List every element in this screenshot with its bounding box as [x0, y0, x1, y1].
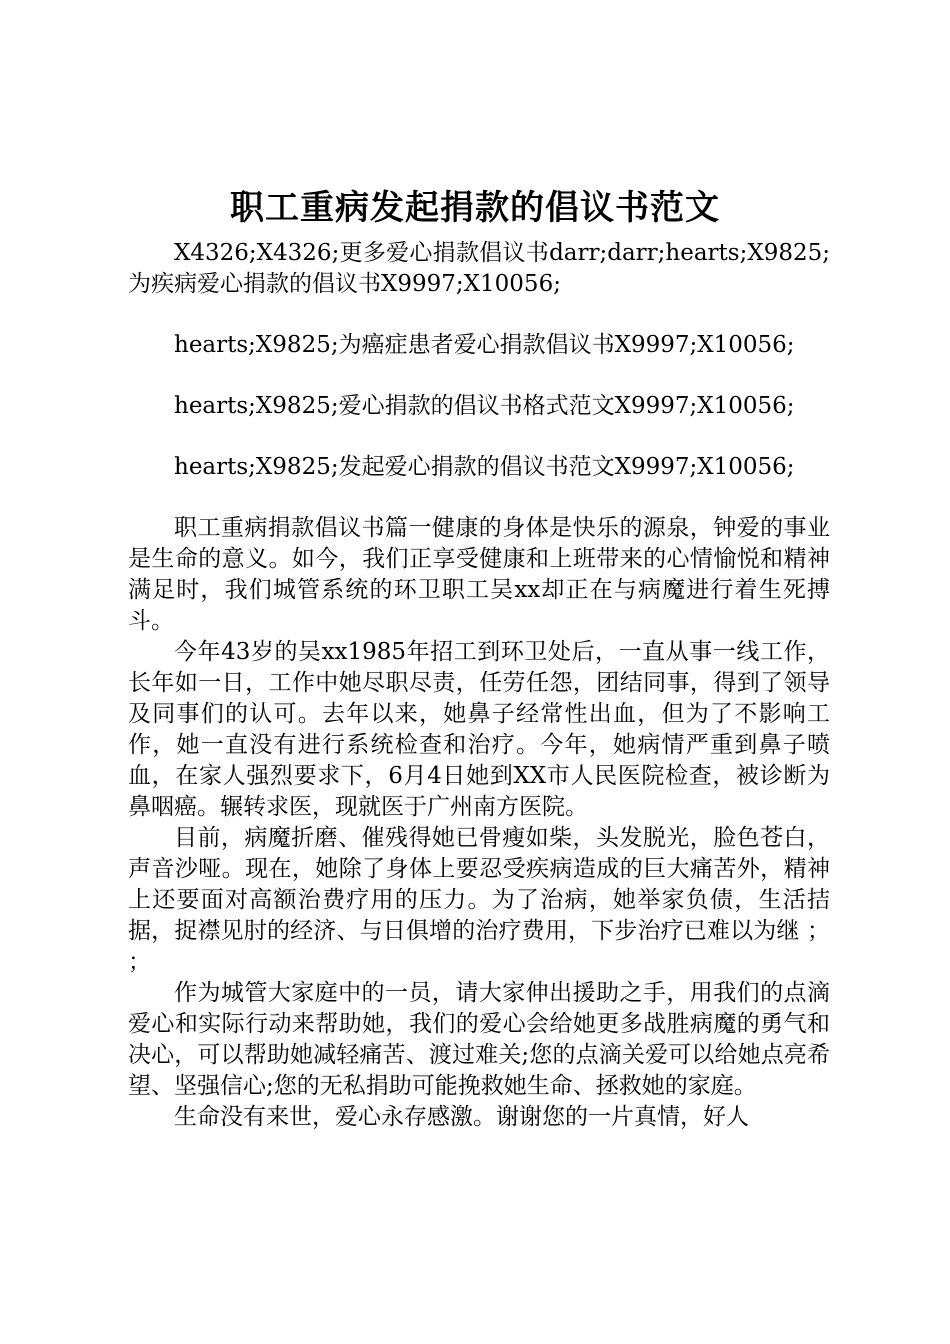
- related-link-1[interactable]: hearts;X9825;为癌症患者爱心捐款倡议书X9997;X10056;: [174, 332, 795, 358]
- paragraph-5: 生命没有来世，爱心永存感激。谢谢您的一片真情，好人: [174, 1104, 749, 1130]
- document-body: [128, 238, 830, 1133]
- paragraph-2: 今年43岁的吴xx1985年招工到环卫处后，一直从事一线工作，长年如一日，工作中她尽职尽责，任劳任怨，团结同事，得到了领导及同事们的认可。去年以来，她鼻子经常性出血，但为了不影响工作，她一直没有进行系统检查和治疗。今年，她病情严重到鼻子喷血，在家人强烈要求下，6月4日她到XX市人民医院检查，被诊断为鼻咽癌。辗转求医，现就医于广州南方医院。: [128, 639, 830, 820]
- paragraph-1: 职工重病捐款倡议书篇一健康的身体是快乐的源泉，钟爱的事业是生命的意义。如今，我们正享受健康和上班带来的心情愉悦和精神满足时，我们城管系统的环卫职工吴xx却正在与病魔进行着生死搏斗。: [128, 515, 830, 634]
- document-title: 职工重病发起捐款的倡议书范文: [230, 188, 720, 228]
- related-link-2[interactable]: hearts;X9825;爱心捐款的倡议书格式范文X9997;X10056;: [174, 393, 795, 419]
- related-link-3[interactable]: hearts;X9825;发起爱心捐款的倡议书范文X9997;X10056;: [174, 454, 795, 480]
- paragraph-4: 作为城管大家庭中的一员，请大家伸出援助之手，用我们的点滴爱心和实际行动来帮助她，我们的爱心会给她更多战胜病魔的勇气和决心，可以帮助她减轻痛苦、渡过难关;您的点滴关爱可以给她点亮希望、坚强信心;您的无私捐助可能挽救她生命、拯救她的家庭。: [128, 980, 830, 1099]
- related-links-intro: X4326;X4326;更多爱心捐款倡议书darr;darr;hearts;X9825;为疾病爱心捐款的倡议书X9997;X10056;: [128, 240, 830, 297]
- paragraph-3: 目前，病魔折磨、催残得她已骨瘦如柴，头发脱光，脸色苍白，声音沙哑。现在，她除了身体上要忍受疾病造成的巨大痛苦外，精神上还要面对高额治费疗用的压力。为了治病，她举家负债，生活拮据，捉襟见肘的经济、与日俱增的治疗费用，下步治疗已难以为继 ； ；: [128, 825, 830, 975]
